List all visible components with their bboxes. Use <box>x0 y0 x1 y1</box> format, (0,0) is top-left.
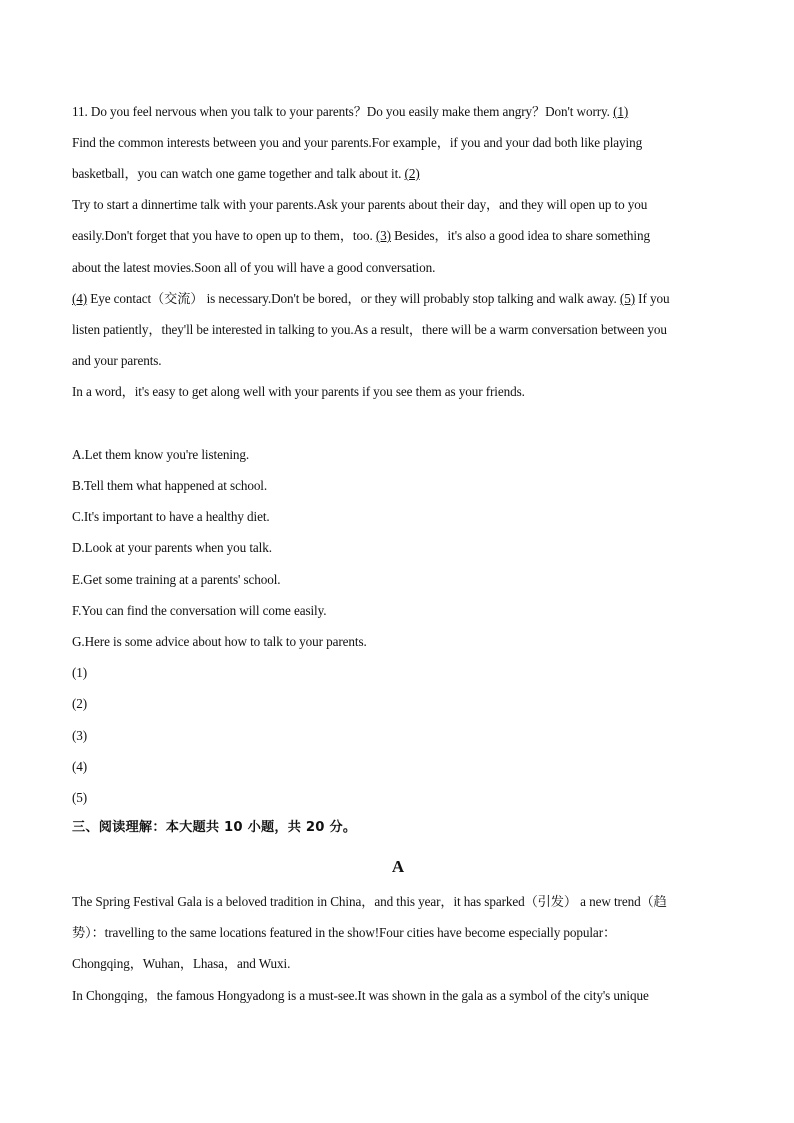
section-heading: 三、阅读理解：本大题共 10 小题，共 20 分。 <box>72 820 357 835</box>
passage-line-6 <box>72 258 724 278</box>
answer-slot-1: (1) <box>72 665 88 680</box>
passage-text: and your parents. <box>72 353 162 368</box>
reading-line-4: In Chongqing，the famous Hongyadong is a must-see.It was shown in the gala as a symbol of the city's unique <box>72 988 649 1003</box>
passage-text: In a word，it's easy to get along well with your parents if you see them as your friends. <box>72 384 525 399</box>
answer-slot-2: (2) <box>72 696 88 711</box>
option-g: G.Here is some advice about how to talk to your parents. <box>72 634 367 649</box>
passage-line-9 <box>72 351 724 371</box>
option-d: D.Look at your parents when you talk. <box>72 540 272 555</box>
blank-4: (4) <box>72 291 88 306</box>
option-c: C.It's important to have a healthy diet. <box>72 509 270 524</box>
answer-slot-5: (5) <box>72 790 88 805</box>
reading-line-3: Chongqing，Wuhan，Lhasa，and Wuxi. <box>72 956 291 971</box>
passage-line-7 <box>72 289 724 309</box>
passage-text: 11. Do you feel nervous when you talk to your parents？Do you easily make them angry？Don't worry. <box>72 104 614 119</box>
passage-line-10 <box>72 382 724 402</box>
passage-text: easily.Don't forget that you have to open up to them，too. <box>72 228 376 243</box>
reading-line-1: The Spring Festival Gala is a beloved tradition in China，and this year，it has sparked（引发） a new trend（趋 <box>72 894 667 909</box>
passage-text: basketball，you can watch one game together and talk about it. <box>72 166 405 181</box>
reading-line-2: 势）：travelling to the same locations featured in the show!Four cities have become especially popular： <box>72 925 617 940</box>
passage-line-3 <box>72 164 724 184</box>
blank-5: (5) <box>619 291 635 306</box>
passage-text: about the latest movies.Soon all of you will have a good conversation. <box>72 260 436 275</box>
blank-1: (1) <box>613 104 629 119</box>
option-e: E.Get some training at a parents' school. <box>72 572 281 587</box>
passage-text: Besides，it's also a good idea to share something <box>390 228 650 243</box>
passage-text: Find the common interests between you and your parents.For example，if you and your dad both like playing <box>72 135 643 150</box>
blank-3: (3) <box>375 228 391 243</box>
answer-slot-3: (3) <box>72 728 88 743</box>
passage-title: A <box>391 857 405 876</box>
blank-2: (2) <box>404 166 420 181</box>
passage-text: Eye contact（交流） is necessary.Don't be bored，or they will probably stop talking and walk away. <box>87 291 620 306</box>
passage-line-1 <box>72 102 724 122</box>
option-a: A.Let them know you're listening. <box>72 447 250 462</box>
answer-slot-4: (4) <box>72 759 88 774</box>
passage-text: If you <box>634 291 670 306</box>
passage-line-5 <box>72 226 724 246</box>
passage-text: listen patiently，they'll be interested in talking to you.As a result，there will be a warm conversation between you <box>72 322 667 337</box>
passage-line-8 <box>72 320 724 340</box>
passage-line-2 <box>72 133 724 153</box>
option-f: F.You can find the conversation will come easily. <box>72 603 327 618</box>
passage-text: Try to start a dinnertime talk with your parents.Ask your parents about their day，and they will open up to you <box>72 197 648 212</box>
option-b: B.Tell them what happened at school. <box>72 478 268 493</box>
passage-line-4 <box>72 195 724 215</box>
